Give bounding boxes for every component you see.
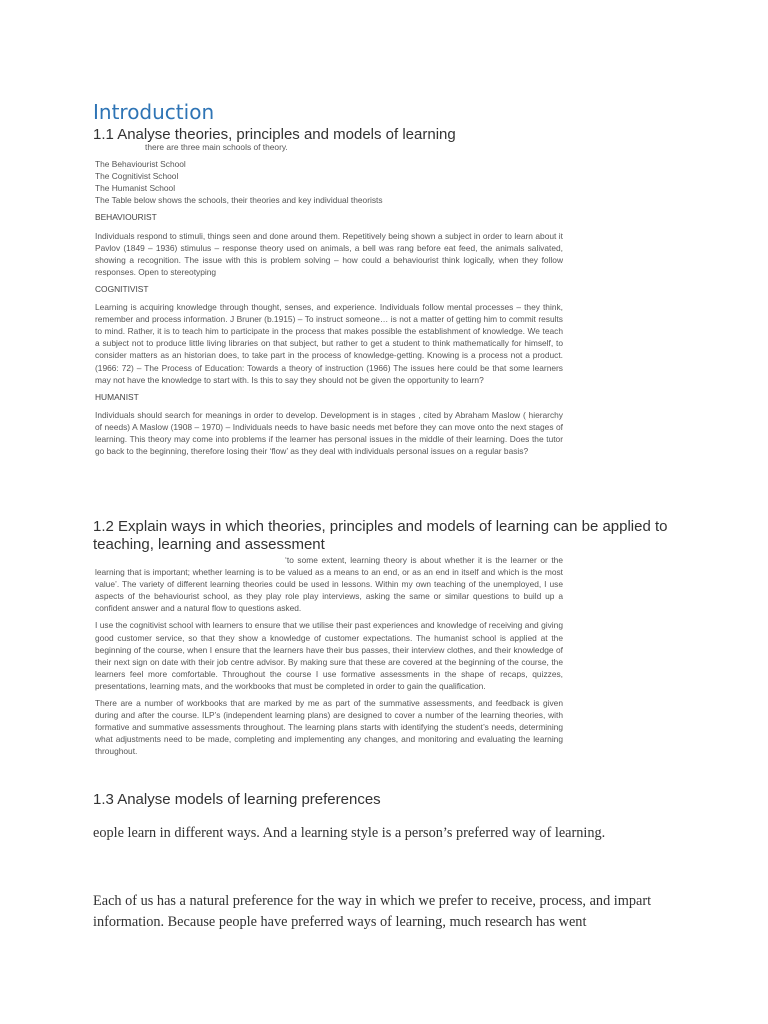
school-item: The Humanist School [95,183,176,194]
schools-lead: there are three main schools of theory. [145,142,288,152]
section-1-2-paragraph: There are a number of workbooks that are marked by me as part of the summative assessments, and feedback is given during and after the course. ILP’s (independent learning plans) are designed to cover a number of the learning theories, with formative and summative assessments throughout. The learning plans starts with identifying the student’s needs, determining what adjustments need to be made, completing and implementing any changes, and monitoring and evaluating the learning throughout. [95,698,563,757]
section-1-3-heading: 1.3 Analyse models of learning preferences [93,791,381,808]
section-1-2-paragraph: ‘to some extent, learning theory is about whether it is the learner or the learning that is important; whether learning is to be valued as a means to an end, or as an end in itself and which is the most value’. The variety of different learning theories could be used in lessons. Within my own teaching of the unemployed, I use aspects of the behaviourist school, as they play role play interviews, asking the same or similar questions to build up a confident answer and a natural flow to questions asked. [95,555,563,614]
section-1-2-heading: 1.2 Explain ways in which theories, principles and models of learning can be applied to teaching, learning and assessment [93,518,668,553]
behaviourist-heading: BEHAVIOURIST [95,212,157,223]
school-item: The Cognitivist School [95,171,179,182]
section-1-3-paragraph: eople learn in different ways. And a learning style is a person’s preferred way of learning. [93,825,606,841]
behaviourist-paragraph: Individuals respond to stimuli, things seen and done around them. Repetitively being shown a subject in order to learn about it Pavlov (1849 – 1936) stimulus – response theory used on animals, a bell was rang before eat feed, the animals salivated, showing a recognition. The issue with this is problem solving – how could a behaviourist think logically, when they follow responses. Open to stereotyping [95,230,563,277]
section-1-2-paragraph: I use the cognitivist school with learners to ensure that we utilise their past experiences and knowledge of receiving and giving good customer service, so that they show a knowledge of customer expectations. The humanist school is applied at the beginning of the course, when I ensure that the learners have their bus passes, their interview clothes, and their knowledge of their next sign on date with their job centre advisor. By making sure that these are covered at the beginning of the course, the learners feel more comfortable. Throughout the course I use formative assessments in the shape of recaps, quizzes, presentations, learning mats, and the workbooks that must be completed in order to gain the qualification. [95,620,563,691]
school-item: The Behaviourist School [95,159,186,170]
section-1-1-scanned-text [95,141,563,457]
humanist-heading: HUMANIST [95,391,139,402]
section-1-2-scanned-text [95,554,563,758]
cognitivist-paragraph: Learning is acquiring knowledge through thought, senses, and experience. Individuals follow mental processes – they think, remember and process information. J Bruner (b.1915) – To instruct someone… is not a matter of getting him to commit results to mind. Rather, it is to teach him to participate in the process that makes possible the establishment of knowledge. We teach a subject not to produce little living libraries on that subject, but rather to get a student to think mathematically for himself, to consider matters as an historian does, to take part in the process of knowledge-getting. Knowing is a process not a product. (1966: 72) – The Process of Education: Towards a theory of instruction (1966) The issues here could be that some learners may not have the knowledge to start with. Is this to say they should not be given the opportunity to learn? [95,302,563,385]
table-note: The Table below shows the schools, their theories and key individual theorists [95,195,383,206]
section-1-1-heading: 1.1 Analyse theories, principles and models of learning [93,126,456,143]
humanist-paragraph: Individuals should search for meanings in order to develop. Development is in stages , cited by Abraham Maslow ( hierarchy of needs) A Maslow (1908 – 1970) – Individuals needs to have basic needs met before they can move onto the next stages of learning. This theory may come into problems if the learner has personal issues in the middle of their learning. Does the tutor go back to the beginning, therefore losing their ‘flow’ as they deal with individuals personal issues on a regular basis? [95,409,563,457]
section-1-3-paragraph: Each of us has a natural preference for the way in which we prefer to receive, process, and impart information. Because people have preferred ways of learning, much research has went [93,893,652,930]
cognitivist-heading: COGNITIVIST [95,283,149,294]
introduction-heading: Introduction [93,100,215,124]
